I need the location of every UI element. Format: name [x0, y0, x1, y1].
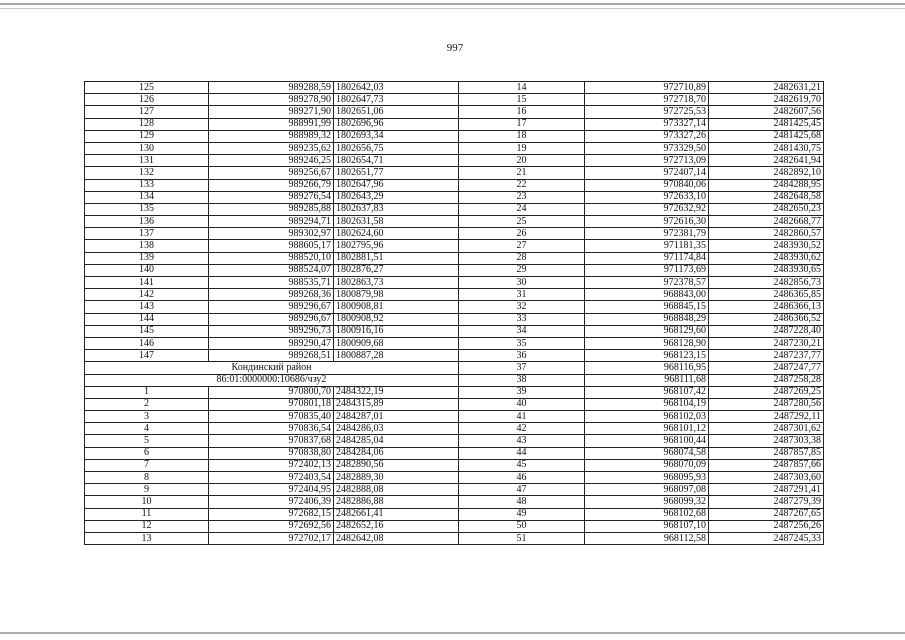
coordinate-y: 2482648,58	[709, 191, 824, 203]
point-number: 131	[85, 155, 209, 167]
point-number: 143	[85, 301, 209, 313]
scan-edge-top-faint	[0, 8, 905, 9]
table-row	[85, 508, 824, 520]
coordinate-y: 2486365,85	[709, 289, 824, 301]
coordinate-y: 2487857,85	[709, 447, 824, 459]
table-row	[85, 228, 824, 240]
coordinate-y: 1800909,68	[334, 337, 459, 349]
point-number: 47	[459, 484, 585, 496]
coordinate-x: 968104,19	[585, 398, 709, 410]
table-row	[85, 520, 824, 532]
coordinate-x: 989271,90	[209, 106, 334, 118]
point-number: 3	[85, 411, 209, 423]
point-number: 20	[459, 155, 585, 167]
coordinate-y: 1802863,73	[334, 277, 459, 289]
coordinate-x: 972725,53	[585, 106, 709, 118]
coordinate-x: 989278,90	[209, 94, 334, 106]
table-row	[85, 216, 824, 228]
table-row	[85, 191, 824, 203]
table-row	[85, 203, 824, 215]
coordinate-x: 971181,35	[585, 240, 709, 252]
coordinate-x: 989288,59	[209, 82, 334, 94]
point-number: 8	[85, 472, 209, 484]
point-number: 137	[85, 228, 209, 240]
table-row	[85, 325, 824, 337]
table-row	[85, 167, 824, 179]
coordinate-x: 968116,95	[585, 362, 709, 374]
table-row	[85, 398, 824, 410]
point-number: 19	[459, 142, 585, 154]
coordinate-x: 970837,68	[209, 435, 334, 447]
table-row	[85, 240, 824, 252]
point-number: 50	[459, 520, 585, 532]
point-number: 46	[459, 472, 585, 484]
coordinate-x: 988524,07	[209, 264, 334, 276]
coordinate-y: 1802637,83	[334, 203, 459, 215]
coordinate-y: 2486366,52	[709, 313, 824, 325]
coordinate-y: 1800908,81	[334, 301, 459, 313]
coordinate-x: 968101,12	[585, 423, 709, 435]
coordinate-x: 989246,25	[209, 155, 334, 167]
coordinate-x: 988991,99	[209, 118, 334, 130]
point-number: 12	[85, 520, 209, 532]
point-number: 44	[459, 447, 585, 459]
coordinates-table	[84, 81, 824, 545]
coordinate-x: 972713,09	[585, 155, 709, 167]
coordinate-y: 2482652,16	[334, 520, 459, 532]
coordinate-x: 989296,67	[209, 313, 334, 325]
coordinate-y: 2484286,03	[334, 423, 459, 435]
coordinate-x: 968128,90	[585, 337, 709, 349]
scan-edge-bottom	[0, 632, 905, 634]
point-number: 147	[85, 350, 209, 362]
point-number: 29	[459, 264, 585, 276]
table-row	[85, 130, 824, 142]
point-number: 6	[85, 447, 209, 459]
coordinate-x: 989290,47	[209, 337, 334, 349]
point-number: 38	[459, 374, 585, 386]
coordinate-x: 968074,58	[585, 447, 709, 459]
coordinate-x: 989276,54	[209, 191, 334, 203]
coordinate-x: 968070,09	[585, 459, 709, 471]
coordinate-y: 2487292,11	[709, 411, 824, 423]
table-row	[85, 459, 824, 471]
point-number: 28	[459, 252, 585, 264]
coordinate-y: 2484288,95	[709, 179, 824, 191]
coordinate-y: 1802654,71	[334, 155, 459, 167]
section-header: Кондинский район	[85, 362, 459, 374]
coordinate-y: 2487258,28	[709, 374, 824, 386]
coordinate-y: 2484315,89	[334, 398, 459, 410]
table-row	[85, 264, 824, 276]
point-number: 30	[459, 277, 585, 289]
coordinate-y: 2482892,10	[709, 167, 824, 179]
coordinate-x: 972378,57	[585, 277, 709, 289]
coordinate-x: 968112,58	[585, 532, 709, 544]
coordinate-y: 2482890,56	[334, 459, 459, 471]
point-number: 21	[459, 167, 585, 179]
coordinate-y: 2487230,21	[709, 337, 824, 349]
coordinate-y: 1802643,29	[334, 191, 459, 203]
coordinate-y: 2482668,77	[709, 216, 824, 228]
coordinate-y: 1802876,27	[334, 264, 459, 276]
table-row	[85, 350, 824, 362]
point-number: 145	[85, 325, 209, 337]
coordinate-x: 988605,17	[209, 240, 334, 252]
coordinate-y: 2482661,41	[334, 508, 459, 520]
point-number: 17	[459, 118, 585, 130]
coordinate-y: 2487267,65	[709, 508, 824, 520]
coordinate-x: 970840,06	[585, 179, 709, 191]
coordinate-y: 2487301,62	[709, 423, 824, 435]
coordinate-x: 988520,10	[209, 252, 334, 264]
point-number: 37	[459, 362, 585, 374]
point-number: 25	[459, 216, 585, 228]
coordinate-x: 989302,97	[209, 228, 334, 240]
section-header: 86:01:0000000:10686/чзу2	[85, 374, 459, 386]
coordinate-x: 972692,56	[209, 520, 334, 532]
coordinate-y: 2487245,33	[709, 532, 824, 544]
coordinate-x: 970835,40	[209, 411, 334, 423]
table-row	[85, 374, 824, 386]
coordinate-x: 989268,51	[209, 350, 334, 362]
coordinate-y: 1802693,34	[334, 130, 459, 142]
point-number: 34	[459, 325, 585, 337]
coordinate-y: 2484285,04	[334, 435, 459, 447]
table-row	[85, 94, 824, 106]
point-number: 11	[85, 508, 209, 520]
coordinate-y: 2482886,88	[334, 496, 459, 508]
table-row	[85, 179, 824, 191]
coordinate-y: 2487291,41	[709, 484, 824, 496]
coordinate-x: 972718,70	[585, 94, 709, 106]
coordinate-y: 2482650,23	[709, 203, 824, 215]
coordinate-x: 968099,32	[585, 496, 709, 508]
coordinate-y: 1802881,51	[334, 252, 459, 264]
point-number: 1	[85, 386, 209, 398]
coordinate-x: 988989,32	[209, 130, 334, 142]
coordinate-x: 968123,15	[585, 350, 709, 362]
coordinate-x: 972404,95	[209, 484, 334, 496]
point-number: 24	[459, 203, 585, 215]
coordinate-y: 2483930,65	[709, 264, 824, 276]
coordinate-y: 2481425,68	[709, 130, 824, 142]
coordinate-y: 2484322,19	[334, 386, 459, 398]
coordinate-x: 972616,30	[585, 216, 709, 228]
coordinate-y: 1802651,77	[334, 167, 459, 179]
point-number: 16	[459, 106, 585, 118]
coordinate-x: 968107,10	[585, 520, 709, 532]
coordinate-y: 2482856,73	[709, 277, 824, 289]
point-number: 126	[85, 94, 209, 106]
point-number: 136	[85, 216, 209, 228]
coordinate-x: 988535,71	[209, 277, 334, 289]
point-number: 139	[85, 252, 209, 264]
table-row	[85, 301, 824, 313]
point-number: 10	[85, 496, 209, 508]
point-number: 45	[459, 459, 585, 471]
table-row	[85, 106, 824, 118]
point-number: 135	[85, 203, 209, 215]
point-number: 36	[459, 350, 585, 362]
coordinate-y: 1800908,92	[334, 313, 459, 325]
coordinate-x: 970838,80	[209, 447, 334, 459]
coordinate-x: 989235,62	[209, 142, 334, 154]
coordinate-x: 968129,60	[585, 325, 709, 337]
coordinate-x: 968107,42	[585, 386, 709, 398]
point-number: 128	[85, 118, 209, 130]
table-row	[85, 532, 824, 544]
table-row	[85, 337, 824, 349]
coordinate-y: 2487256,26	[709, 520, 824, 532]
coordinate-y: 2487237,77	[709, 350, 824, 362]
coordinate-x: 970836,54	[209, 423, 334, 435]
table-row	[85, 142, 824, 154]
point-number: 146	[85, 337, 209, 349]
point-number: 35	[459, 337, 585, 349]
coordinate-x: 968097,08	[585, 484, 709, 496]
point-number: 133	[85, 179, 209, 191]
coordinate-x: 968102,68	[585, 508, 709, 520]
coordinate-y: 2482888,08	[334, 484, 459, 496]
coordinate-x: 973327,14	[585, 118, 709, 130]
coordinate-y: 2482619,70	[709, 94, 824, 106]
coordinate-x: 989256,67	[209, 167, 334, 179]
table-row	[85, 423, 824, 435]
coordinate-y: 2482860,57	[709, 228, 824, 240]
coordinate-y: 2484284,06	[334, 447, 459, 459]
coordinate-x: 968100,44	[585, 435, 709, 447]
table-row	[85, 155, 824, 167]
coordinate-y: 2481430,75	[709, 142, 824, 154]
coordinate-x: 972702,17	[209, 532, 334, 544]
table-row	[85, 289, 824, 301]
coordinate-x: 968102,03	[585, 411, 709, 423]
table-row	[85, 313, 824, 325]
scan-edge-top	[0, 3, 905, 5]
point-number: 48	[459, 496, 585, 508]
point-number: 18	[459, 130, 585, 142]
point-number: 142	[85, 289, 209, 301]
coordinate-x: 971174,84	[585, 252, 709, 264]
point-number: 125	[85, 82, 209, 94]
table-row	[85, 435, 824, 447]
coordinate-x: 972710,89	[585, 82, 709, 94]
point-number: 32	[459, 301, 585, 313]
coordinate-y: 2487857,66	[709, 459, 824, 471]
coordinate-y: 1802795,96	[334, 240, 459, 252]
coordinate-y: 1802647,96	[334, 179, 459, 191]
coordinate-y: 2487279,39	[709, 496, 824, 508]
coordinate-y: 2481425,45	[709, 118, 824, 130]
coordinate-x: 973329,50	[585, 142, 709, 154]
point-number: 42	[459, 423, 585, 435]
point-number: 141	[85, 277, 209, 289]
table-row	[85, 362, 824, 374]
coordinate-x: 970801,18	[209, 398, 334, 410]
coordinate-x: 989294,71	[209, 216, 334, 228]
coordinate-y: 1802647,73	[334, 94, 459, 106]
coordinate-x: 972403,54	[209, 472, 334, 484]
coordinate-x: 970800,70	[209, 386, 334, 398]
coordinate-x: 972632,92	[585, 203, 709, 215]
coordinate-y: 2487269,25	[709, 386, 824, 398]
coordinate-x: 972633,10	[585, 191, 709, 203]
coordinate-y: 2482642,08	[334, 532, 459, 544]
coordinate-x: 972682,15	[209, 508, 334, 520]
coordinate-x: 989285,88	[209, 203, 334, 215]
point-number: 140	[85, 264, 209, 276]
point-number: 23	[459, 191, 585, 203]
coordinate-x: 989296,67	[209, 301, 334, 313]
point-number: 138	[85, 240, 209, 252]
point-number: 26	[459, 228, 585, 240]
coordinate-x: 971173,69	[585, 264, 709, 276]
coordinate-y: 2487228,40	[709, 325, 824, 337]
point-number: 7	[85, 459, 209, 471]
coordinates-table-body	[85, 82, 824, 545]
point-number: 39	[459, 386, 585, 398]
coordinate-y: 1802656,75	[334, 142, 459, 154]
point-number: 129	[85, 130, 209, 142]
coordinate-x: 968095,93	[585, 472, 709, 484]
coordinate-y: 2482641,94	[709, 155, 824, 167]
coordinate-y: 1802624,60	[334, 228, 459, 240]
page-number: 997	[446, 42, 464, 54]
point-number: 15	[459, 94, 585, 106]
coordinate-x: 973327,26	[585, 130, 709, 142]
point-number: 31	[459, 289, 585, 301]
coordinate-y: 1800879,98	[334, 289, 459, 301]
coordinate-x: 989296,73	[209, 325, 334, 337]
point-number: 130	[85, 142, 209, 154]
coordinate-y: 1802651,06	[334, 106, 459, 118]
point-number: 14	[459, 82, 585, 94]
coordinate-y: 2482889,30	[334, 472, 459, 484]
point-number: 5	[85, 435, 209, 447]
point-number: 40	[459, 398, 585, 410]
table-row	[85, 82, 824, 94]
coordinate-y: 1802642,03	[334, 82, 459, 94]
coordinate-x: 972407,14	[585, 167, 709, 179]
point-number: 22	[459, 179, 585, 191]
coordinate-x: 968845,15	[585, 301, 709, 313]
point-number: 43	[459, 435, 585, 447]
coordinate-y: 1800887,28	[334, 350, 459, 362]
table-row	[85, 472, 824, 484]
coordinate-y: 2484287,01	[334, 411, 459, 423]
coordinate-x: 968843,00	[585, 289, 709, 301]
point-number: 33	[459, 313, 585, 325]
point-number: 134	[85, 191, 209, 203]
coordinate-y: 2487303,38	[709, 435, 824, 447]
coordinate-y: 2483930,62	[709, 252, 824, 264]
coordinate-y: 2483930,52	[709, 240, 824, 252]
coordinate-y: 2487303,60	[709, 472, 824, 484]
point-number: 132	[85, 167, 209, 179]
table-row	[85, 484, 824, 496]
coordinate-y: 2482631,21	[709, 82, 824, 94]
table-row	[85, 496, 824, 508]
point-number: 4	[85, 423, 209, 435]
coordinate-y: 1802696,96	[334, 118, 459, 130]
point-number: 13	[85, 532, 209, 544]
point-number: 51	[459, 532, 585, 544]
coordinate-y: 2487280,56	[709, 398, 824, 410]
coordinate-y: 1800916,16	[334, 325, 459, 337]
coordinate-x: 989268,36	[209, 289, 334, 301]
point-number: 27	[459, 240, 585, 252]
table-row	[85, 277, 824, 289]
coordinate-y: 2486366,13	[709, 301, 824, 313]
point-number: 9	[85, 484, 209, 496]
table-row	[85, 252, 824, 264]
table-row	[85, 118, 824, 130]
coordinate-y: 2482607,56	[709, 106, 824, 118]
point-number: 2	[85, 398, 209, 410]
coordinate-x: 968111,68	[585, 374, 709, 386]
coordinate-x: 968848,29	[585, 313, 709, 325]
table-row	[85, 386, 824, 398]
coordinate-x: 972381,79	[585, 228, 709, 240]
point-number: 127	[85, 106, 209, 118]
point-number: 41	[459, 411, 585, 423]
table-row	[85, 411, 824, 423]
coordinate-x: 989266,79	[209, 179, 334, 191]
coordinate-y: 1802631,58	[334, 216, 459, 228]
table-row	[85, 447, 824, 459]
point-number: 49	[459, 508, 585, 520]
coordinate-y: 2487247,77	[709, 362, 824, 374]
point-number: 144	[85, 313, 209, 325]
coordinate-x: 972402,13	[209, 459, 334, 471]
coordinate-x: 972406,39	[209, 496, 334, 508]
